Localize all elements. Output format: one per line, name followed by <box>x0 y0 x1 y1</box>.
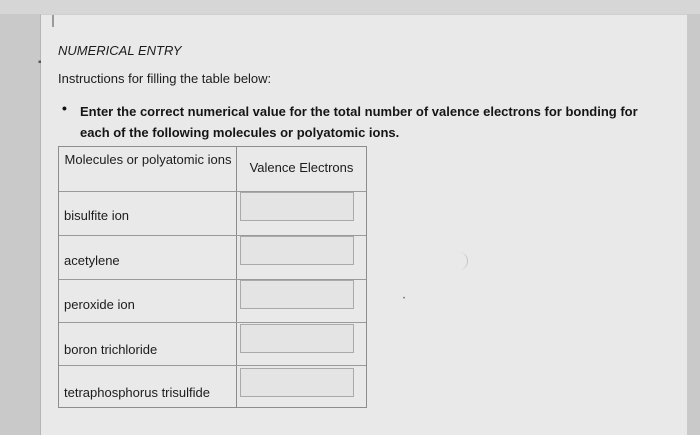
card-edge-tick <box>52 15 54 27</box>
valence-input-bisulfite-ion[interactable] <box>240 192 354 221</box>
row-label-boron-trichloride: boron trichloride <box>64 342 158 357</box>
section-label: NUMERICAL ENTRY <box>58 43 182 58</box>
valence-input-tetraphosphorus-trisulfide[interactable] <box>240 368 354 397</box>
bullet-icon: • <box>62 100 67 116</box>
valence-input-acetylene[interactable] <box>240 236 354 265</box>
column-header-molecules: Molecules or polyatomic ions <box>64 152 232 167</box>
valence-input-peroxide-ion[interactable] <box>240 280 354 309</box>
top-header-strip <box>0 0 700 14</box>
row-label-bisulfite-ion: bisulfite ion <box>64 208 130 223</box>
valence-electrons-table <box>58 146 367 408</box>
row-divider <box>59 365 366 366</box>
instructions-text: Instructions for filling the table below: <box>58 71 272 86</box>
column-divider <box>236 147 237 407</box>
screen-speck: • <box>403 296 406 302</box>
column-header-valence-electrons: Valence Electrons <box>249 160 354 175</box>
margin-dot-icon: ▪ <box>38 57 42 68</box>
bullet-instruction-text: Enter the correct numerical value for the total number of valence electrons for bonding for each of the following molecules or polyatomic ions. <box>80 104 638 140</box>
row-label-tetraphosphorus-trisulfide: tetraphosphorus trisulfide <box>64 385 210 400</box>
row-label-peroxide-ion: peroxide ion <box>64 297 135 312</box>
valence-input-boron-trichloride[interactable] <box>240 324 354 353</box>
row-label-acetylene: acetylene <box>64 253 120 268</box>
row-divider <box>59 322 366 323</box>
